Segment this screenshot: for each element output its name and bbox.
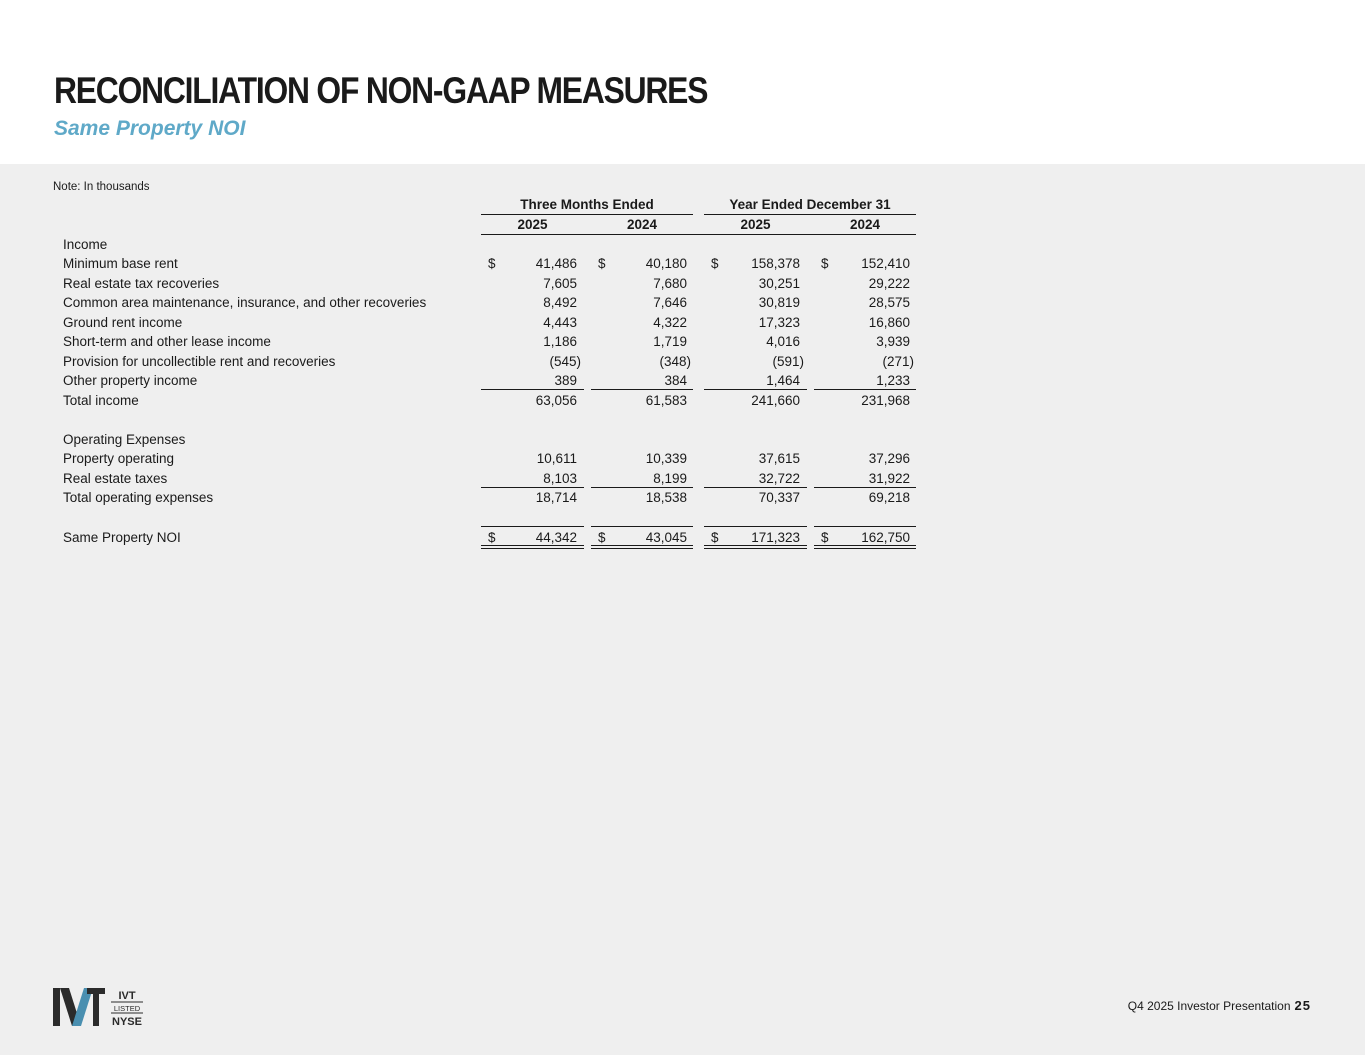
cell-value: (545) xyxy=(549,354,581,369)
row-label: Property operating xyxy=(63,451,175,466)
table-row xyxy=(0,352,930,372)
footer-caption xyxy=(1128,998,1311,1013)
table-row xyxy=(0,274,930,294)
logo-exchange: NYSE xyxy=(112,1016,142,1028)
header-year: 2024 xyxy=(849,217,881,232)
subtotal-line xyxy=(591,389,693,390)
subtotal-line xyxy=(704,389,807,390)
total-double-line xyxy=(704,545,807,549)
cell-value: 30,819 xyxy=(758,295,800,310)
table-row xyxy=(0,488,930,508)
cell-value: 16,860 xyxy=(868,315,910,330)
subtotal-line xyxy=(481,487,584,488)
page-subtitle: Same Property NOI xyxy=(54,117,246,140)
cell-value: 37,296 xyxy=(868,451,910,466)
logo-listed: LISTED xyxy=(113,1004,141,1013)
total-top-line xyxy=(814,526,916,527)
subtotal-line xyxy=(704,487,807,488)
cell-value: 1,233 xyxy=(876,373,910,388)
row-label: Total income xyxy=(63,393,139,408)
cell-value: 61,583 xyxy=(645,393,687,408)
page-number: 25 xyxy=(1294,998,1311,1013)
table-row xyxy=(0,235,930,255)
row-label: Provision for uncollectible rent and recoveries xyxy=(63,354,336,369)
cell-value: (591) xyxy=(772,354,804,369)
currency-symbol: $ xyxy=(821,256,829,271)
total-top-line xyxy=(704,526,807,527)
group-underline xyxy=(481,214,693,215)
row-label: Real estate taxes xyxy=(63,471,168,486)
total-double-line xyxy=(814,545,916,549)
total-top-line xyxy=(591,526,693,527)
cell-value: 7,680 xyxy=(653,276,687,291)
group-underline xyxy=(704,214,916,215)
currency-symbol: $ xyxy=(598,256,606,271)
cell-value: 152,410 xyxy=(861,256,910,271)
ivt-nyse-logo xyxy=(53,988,153,1030)
ivt-logo-icon xyxy=(53,988,153,1030)
row-label: Income xyxy=(63,237,108,252)
subtotal-line xyxy=(481,389,584,390)
cell-value: 4,322 xyxy=(653,315,687,330)
cell-value: 7,605 xyxy=(543,276,577,291)
currency-symbol: $ xyxy=(488,530,496,545)
cell-value: 8,103 xyxy=(543,471,577,486)
header-three-months: Three Months Ended xyxy=(520,197,654,212)
table-row xyxy=(0,313,930,333)
cell-value: 241,660 xyxy=(751,393,800,408)
row-label: Operating Expenses xyxy=(63,432,186,447)
units-note: Note: In thousands xyxy=(53,181,150,193)
subtotal-line xyxy=(814,389,916,390)
row-label: Same Property NOI xyxy=(63,530,181,545)
cell-value: 10,611 xyxy=(536,451,577,466)
cell-value: 389 xyxy=(554,373,577,388)
cell-value: 63,056 xyxy=(535,393,577,408)
cell-value: 28,575 xyxy=(868,295,910,310)
table-row xyxy=(0,254,930,274)
currency-symbol: $ xyxy=(598,530,606,545)
header-year: 2025 xyxy=(740,217,771,232)
table-row xyxy=(0,293,930,313)
cell-value: 8,492 xyxy=(543,295,577,310)
header-year: 2024 xyxy=(626,217,658,232)
cell-value: 30,251 xyxy=(758,276,800,291)
cell-value: 17,323 xyxy=(758,315,800,330)
cell-value: 3,939 xyxy=(876,334,910,349)
row-label: Real estate tax recoveries xyxy=(63,276,220,291)
cell-value: 158,378 xyxy=(751,256,800,271)
cell-value: 32,722 xyxy=(758,471,800,486)
cell-value: 4,016 xyxy=(766,334,800,349)
cell-value: 69,218 xyxy=(868,490,910,505)
cell-value: 8,199 xyxy=(653,471,687,486)
cell-value: 1,464 xyxy=(766,373,800,388)
cell-value: 40,180 xyxy=(645,256,687,271)
cell-value: (271) xyxy=(882,354,914,369)
total-double-line xyxy=(591,545,693,549)
cell-value: 7,646 xyxy=(653,295,687,310)
total-top-line xyxy=(481,526,584,527)
row-label: Total operating expenses xyxy=(63,490,214,505)
cell-value: 1,719 xyxy=(653,334,687,349)
logo-ticker: IVT xyxy=(118,990,136,1002)
row-label: Short-term and other lease income xyxy=(63,334,271,349)
table-row xyxy=(0,469,930,489)
presentation-title: Q4 2025 Investor Presentation xyxy=(1127,999,1291,1013)
currency-symbol: $ xyxy=(711,530,719,545)
currency-symbol: $ xyxy=(711,256,719,271)
cell-value: 44,342 xyxy=(535,530,577,545)
cell-value: 31,922 xyxy=(868,471,910,486)
cell-value: (348) xyxy=(659,354,691,369)
table-row xyxy=(0,449,930,469)
cell-value: 18,538 xyxy=(645,490,687,505)
cell-value: 29,222 xyxy=(868,276,910,291)
cell-value: 43,045 xyxy=(645,530,687,545)
page-title: RECONCILIATION OF NON-GAAP MEASURES xyxy=(54,70,708,111)
cell-value: 162,750 xyxy=(861,530,910,545)
table-row xyxy=(0,371,930,391)
header-year: 2025 xyxy=(517,217,548,232)
cell-value: 1,186 xyxy=(543,334,577,349)
cell-value: 231,968 xyxy=(861,393,910,408)
cell-value: 70,337 xyxy=(758,490,800,505)
cell-value: 171,323 xyxy=(751,530,800,545)
table-row xyxy=(0,391,930,411)
cell-value: 4,443 xyxy=(543,315,577,330)
row-label: Minimum base rent xyxy=(63,256,178,271)
cell-value: 10,339 xyxy=(645,451,687,466)
cell-value: 41,486 xyxy=(535,256,577,271)
row-label: Common area maintenance, insurance, and other recoveries xyxy=(63,295,427,310)
currency-symbol: $ xyxy=(488,256,496,271)
subtotal-line xyxy=(591,487,693,488)
cell-value: 37,615 xyxy=(758,451,800,466)
total-double-line xyxy=(481,545,584,549)
table-row xyxy=(0,430,930,450)
row-label: Ground rent income xyxy=(63,315,183,330)
cell-value: 384 xyxy=(664,373,687,388)
currency-symbol: $ xyxy=(821,530,829,545)
row-label: Other property income xyxy=(63,373,198,388)
cell-value: 18,714 xyxy=(535,490,577,505)
header-year-ended: Year Ended December 31 xyxy=(729,197,891,212)
subtotal-line xyxy=(814,487,916,488)
table-row xyxy=(0,332,930,352)
